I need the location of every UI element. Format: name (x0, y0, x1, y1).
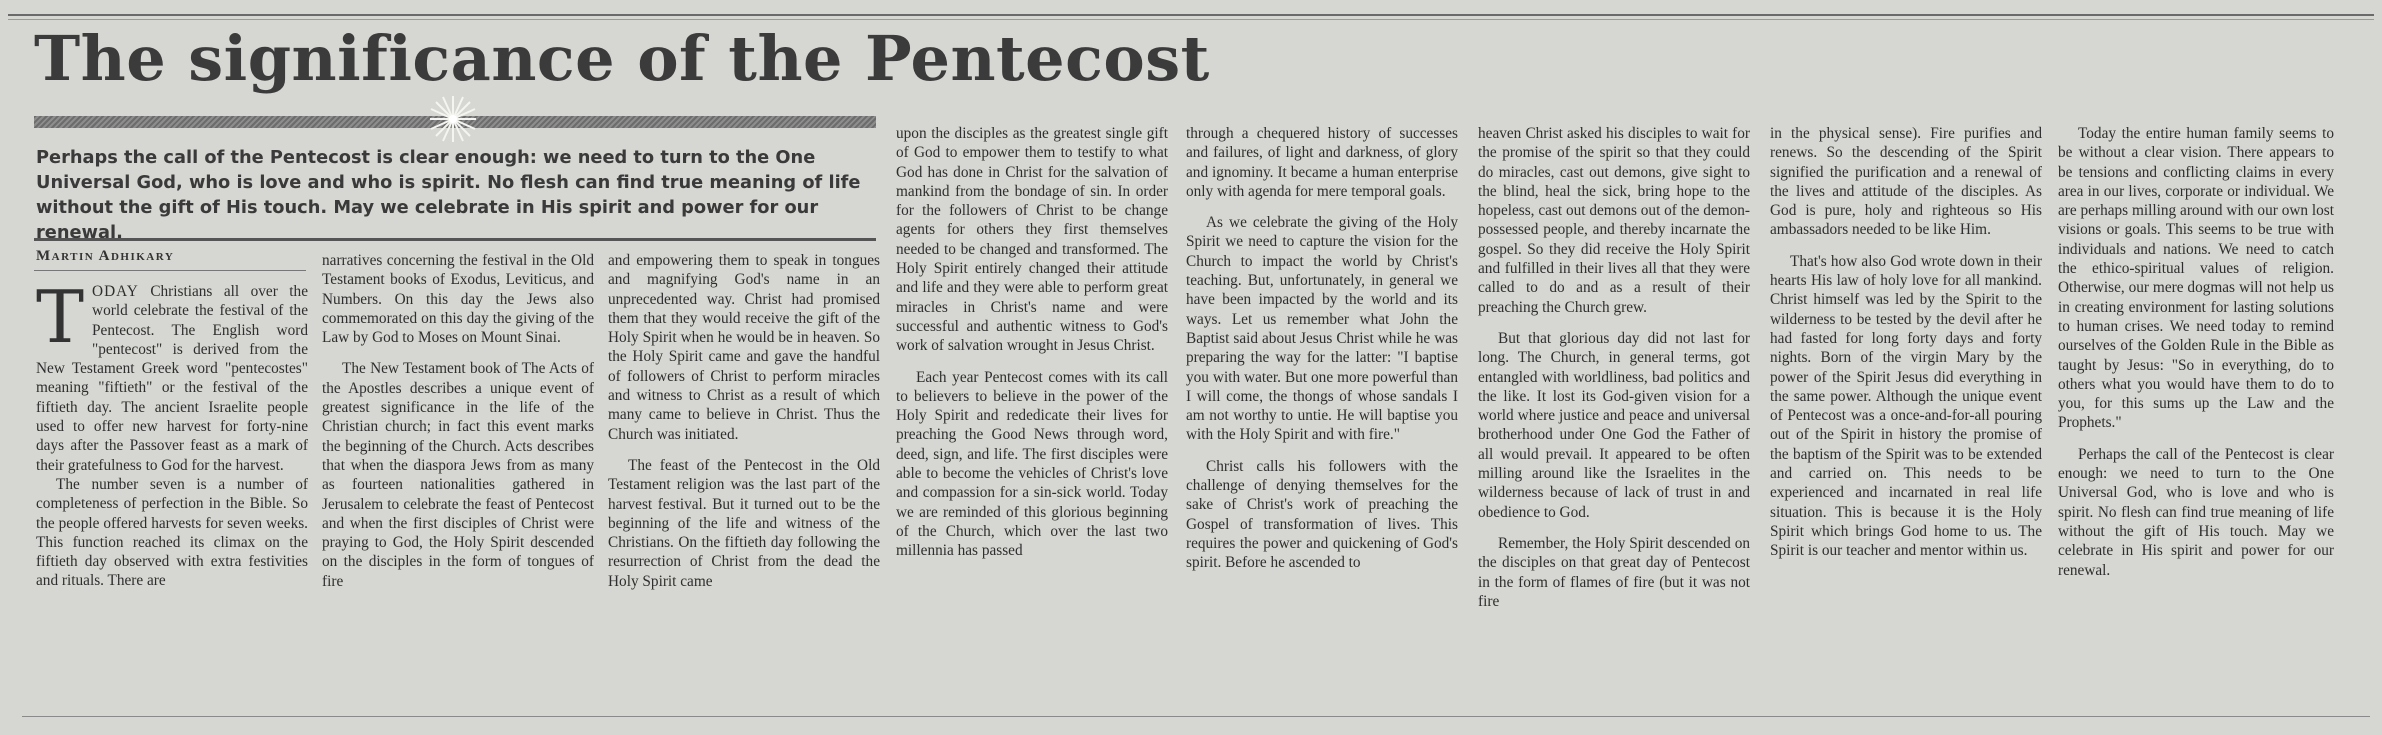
article-column-8 (2058, 124, 2334, 580)
paragraph: Each year Pentecost comes with its call to believers to believe in the power of the Holy Spirit and rededicate their lives for preaching the Good News through word, deed, sign, and life. The first disciples were able to become the vehicles of Christ's love and compassion for a sin-sick world. Today we are reminded of this glorious beginning of the Church, which over the last two millennia has passed (896, 368, 1168, 560)
paragraph: That's how also God wrote down in their hearts His law of holy love for all mankind. Christ himself was led by the Spirit to the wilderness to be tested by the devil after he had fasted for long forty days and forty nights. Born of the virgin Mary by the power of the Spirit Jesus did everything in the same power. Although the unique event of Pentecost was a once-and-for-all pouring out of the Spirit in history the promise of the baptism of the Spirit was to be extended and carried on. This needs to be experienced and incarnated in real life situation. This is because it is the Holy Spirit which brings God home to us. The Spirit is our teacher and mentor within us. (1770, 252, 2042, 560)
paragraph: As we celebrate the giving of the Holy Spirit we need to capture the vision for the Church to impact the world by Christ's teaching. But, unfortunately, in general we have been impacted by the world and its ways. Let us remember what John the Baptist said about Jesus Christ while he was preparing the way for the latter: "I baptise you with water. But one more powerful than I will come, the thongs of whose sandals I am not worthy to untie. He will baptise you with the Holy Spirit and with fire." (1186, 214, 1458, 444)
article-column-1 (36, 275, 308, 591)
article-byline: Martin Adhikary (36, 248, 175, 264)
drop-cap: T (36, 275, 85, 359)
paragraph: heaven Christ asked his disciples to wait for the promise of the spirit so that they could do miracles, cast out demons, give sight to the blind, heal the sick, bring hope to the hopeless, cast out demons out of the demon-possessed people, and thereby incarnate the gospel. So they did receive the Holy Spirit and fulfilled in their lives all that they were called to do and as a result of their preaching the Church grew. (1478, 125, 1750, 316)
paragraph: But that glorious day did not last for long. The Church, in general terms, got entangled with worldliness, bad politics and the like. It lost its God-given vision for a world where justice and peace and universal brotherhood under One God the Father of all would prevail. It appeared to be often milling around like the Israelites in the wilderness because of lack of trust in and obedience to God. (1478, 329, 1750, 521)
lead-words: ODAY (92, 283, 139, 300)
article-column-6 (1478, 124, 1750, 611)
paragraph-text: Christians all over the world celebrate the festival of the Pentecost. The English word "pentecost" is derived from the New Testament Greek word "pentecostes" meaning "fiftieth" or the festival of the fiftieth day. The ancient Israelite people used to offer new harvest for forty-nine days after the Passover feast as a mark of their gratefulness to God for the harvest. (36, 283, 308, 474)
paragraph: upon the disciples as the greatest single gift of God to empower them to testify to what God has done in Christ for the salvation of mankind from the bondage of sin. In order for the followers of Christ to be change agents for others they first themselves needed to be changed and transformed. The Holy Spirit entirely changed their attitude and life and they were able to perform great miracles in Christ's name and were successful and authentic witness to God's work of salvation wrought in Jesus Christ. (896, 125, 1168, 355)
article-column-5 (1186, 124, 1458, 573)
article-column-3 (608, 251, 880, 591)
paragraph: and empowering them to speak in tongues and magnifying God's name in an unprecedented way. Christ had promised them that they would receive the gift of the Holy Spirit when he would be in heaven. So the Holy Spirit came and gave the handful of followers of Christ to perform miracles and witness to Christ as a result of which many came to believe in Christ. Thus the Church was initiated. (608, 252, 880, 443)
standfirst-rule (34, 238, 876, 241)
paragraph (36, 275, 308, 475)
top-rule-thin (8, 19, 2374, 20)
article-column-4 (896, 124, 1168, 561)
paragraph: Today the entire human family seems to be without a clear vision. There appears to be tensions and conflicting claims in every area in our lives, corporate or individual. We are perhaps milling around with our own lost visions or goals. This seems to be true with individuals and nations. We need to catch the ethico-spiritual values of religion. Otherwise, our mere dogmas will not help us in creating environment for lasting solutions to human crises. We need today to remind ourselves of the Golden Rule in the Bible as taught by Jesus: "So in everything, do to others what you would have them to do to you, for this sums up the Law and the Prophets." (2058, 125, 2334, 432)
paragraph: Christ calls his followers with the challenge of denying themselves for the sake of Christ's work of preaching the Gospel of transformation of lives. This requires the power and quickening of God's spirit. Before he ascended to (1186, 457, 1458, 572)
article-column-2 (322, 251, 594, 591)
byline-rule (34, 270, 306, 271)
paragraph: through a chequered history of successes and failures, of light and darkness, of glory and ignominy. It became a human enterprise only with agenda for mere temporal goals. (1186, 125, 1458, 200)
paragraph: The New Testament book of The Acts of the Apostles describes a unique event of greatest significance in the life of the Christian church; in fact this event marks the beginning of the Church. Acts describes that when the diaspora Jews from as many as fourteen nationalities gathered in Jerusalem to celebrate the feast of Pentecost and when the first disciples of Christ were praying to God, the Holy Spirit descended on the disciples in the form of tongues of fire (322, 360, 594, 590)
paragraph: The feast of the Pentecost in the Old Testament religion was the last part of the harvest festival. But it turned out to be the beginning of the life and witness of the Christians. On the fiftieth day following the resurrection of Christ from the dead the Holy Spirit came (608, 456, 880, 590)
paragraph: Remember, the Holy Spirit descended on the disciples on that great day of Pentecost in the form of flames of fire (but it was not fire (1478, 534, 1750, 610)
top-rule (8, 14, 2374, 16)
paragraph: Perhaps the call of the Pentecost is clear enough: we need to turn to the One Universal God, who is love and who is spirit. No flesh can find true meaning of life without the gift of His touch. May we celebrate in His spirit and power for our renewal. (2058, 445, 2334, 579)
starburst-icon (428, 94, 478, 144)
article-headline: The significance of the Pentecost (34, 22, 1210, 95)
bottom-rule (22, 716, 2370, 717)
paragraph: in the physical sense). Fire purifies and renews. So the descending of the Spirit signified the purification and a renewal of the lives and attitude of the disciples. As God is pure, holy and righteous so His ambassadors needed to be like Him. (1770, 125, 2042, 239)
article-standfirst: Perhaps the call of the Pentecost is clear enough: we need to turn to the One Universal God, who is love and who is spirit. No flesh can find true meaning of life without the gift of His touch. May we celebrate in His spirit and power for our renewal. (36, 147, 861, 243)
paragraph: The number seven is a number of completeness of perfection in the Bible. So the people offered harvests for seven weeks. This function reached its climax on the fiftieth day observed with extra festivities and rituals. There are (36, 475, 308, 590)
paragraph: narratives concerning the festival in the Old Testament books of Exodus, Leviticus, and Numbers. On this day the Jews also commemorated on this day the giving of the Law by God to Moses on Mount Sinai. (322, 252, 594, 347)
article-column-7 (1770, 124, 2042, 561)
